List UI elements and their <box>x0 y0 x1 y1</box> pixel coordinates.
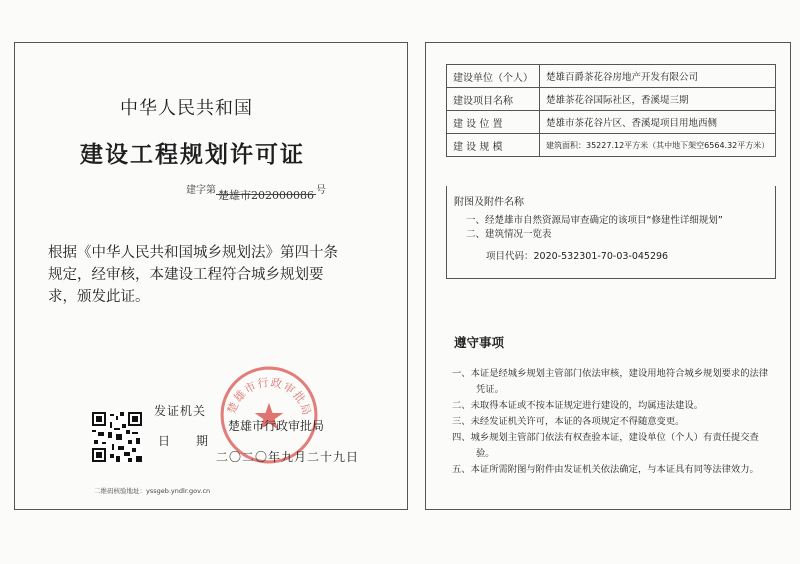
row-label: 建设单位（个人） <box>447 65 540 88</box>
cert-number-prefix: 建字第 <box>186 185 216 196</box>
row-value: 楚雄市茶花谷片区、香溪堤项目用地西侧 <box>540 111 776 134</box>
list-item: 五、本证所需附图与附件由发证机关依法确定，与本证具有同等法律效力。 <box>452 464 759 475</box>
cert-number-underline <box>216 194 316 195</box>
qr-code-icon <box>92 412 142 462</box>
attachment-item: 一、经楚雄市自然资源局审查确定的该项目“修建性详细规划” <box>466 215 723 226</box>
issuer-value: 楚雄市行政审批局 <box>228 419 325 433</box>
cert-number-value: 楚雄市202000086 <box>218 189 314 202</box>
issuer-label: 发证机关 <box>154 404 207 418</box>
list-item: 四、城乡规划主管部门依法有权查验本证，建设单位（个人）有责任提交查验。 <box>452 432 759 459</box>
table-row <box>447 134 776 157</box>
list-item: 三、未经发证机关许可，本证的各项规定不得随意变更。 <box>452 416 685 427</box>
row-label: 建设项目名称 <box>447 88 540 111</box>
svg-text:楚雄市行政审批局: 楚雄市行政审批局 <box>225 376 314 418</box>
table-row <box>447 88 776 111</box>
project-code: 项目代码：2020-532301-70-03-045296 <box>486 251 669 262</box>
project-info-table <box>446 64 776 157</box>
list-item: 一、本证是经城乡规划主管部门依法审核，建设用地符合城乡规划要求的法律凭证。 <box>452 368 769 395</box>
issue-date: 二〇二〇年九月二十九日 <box>216 450 360 464</box>
table-row <box>447 111 776 134</box>
list-item: 二、未取得本证或不按本证规定进行建设的，均属违法建设。 <box>452 400 704 411</box>
row-label: 建 设 规 模 <box>447 134 540 157</box>
cert-number-suffix: 号 <box>316 185 326 196</box>
country-name: 中华人民共和国 <box>120 98 253 119</box>
date-label: 日期 <box>158 434 235 448</box>
rules-title: 遵守事项 <box>454 335 505 350</box>
row-value: 楚雄百爵茶花谷房地产开发有限公司 <box>540 65 776 88</box>
rules-list <box>452 366 776 478</box>
row-value: 建筑面积：35227.12平方米（其中地下架空6564.32平方米） <box>540 134 776 157</box>
qr-caption: 二维码核验地址：yssgeb.yndlr.gov.cn <box>94 487 211 495</box>
attachment-item: 二、建筑情况一览表 <box>466 229 552 240</box>
attachments-title: 附图及附件名称 <box>454 197 524 208</box>
certificate-title: 建设工程规划许可证 <box>80 142 305 168</box>
table-row <box>447 65 776 88</box>
row-value: 楚雄茶花谷国际社区，香溪堤三期 <box>540 88 776 111</box>
row-label: 建 设 位 置 <box>447 111 540 134</box>
certificate-body: 根据《中华人民共和国城乡规划法》第四十条规定，经审核，本建设工程符合城乡规划要求，颁发此证。 <box>48 245 338 305</box>
